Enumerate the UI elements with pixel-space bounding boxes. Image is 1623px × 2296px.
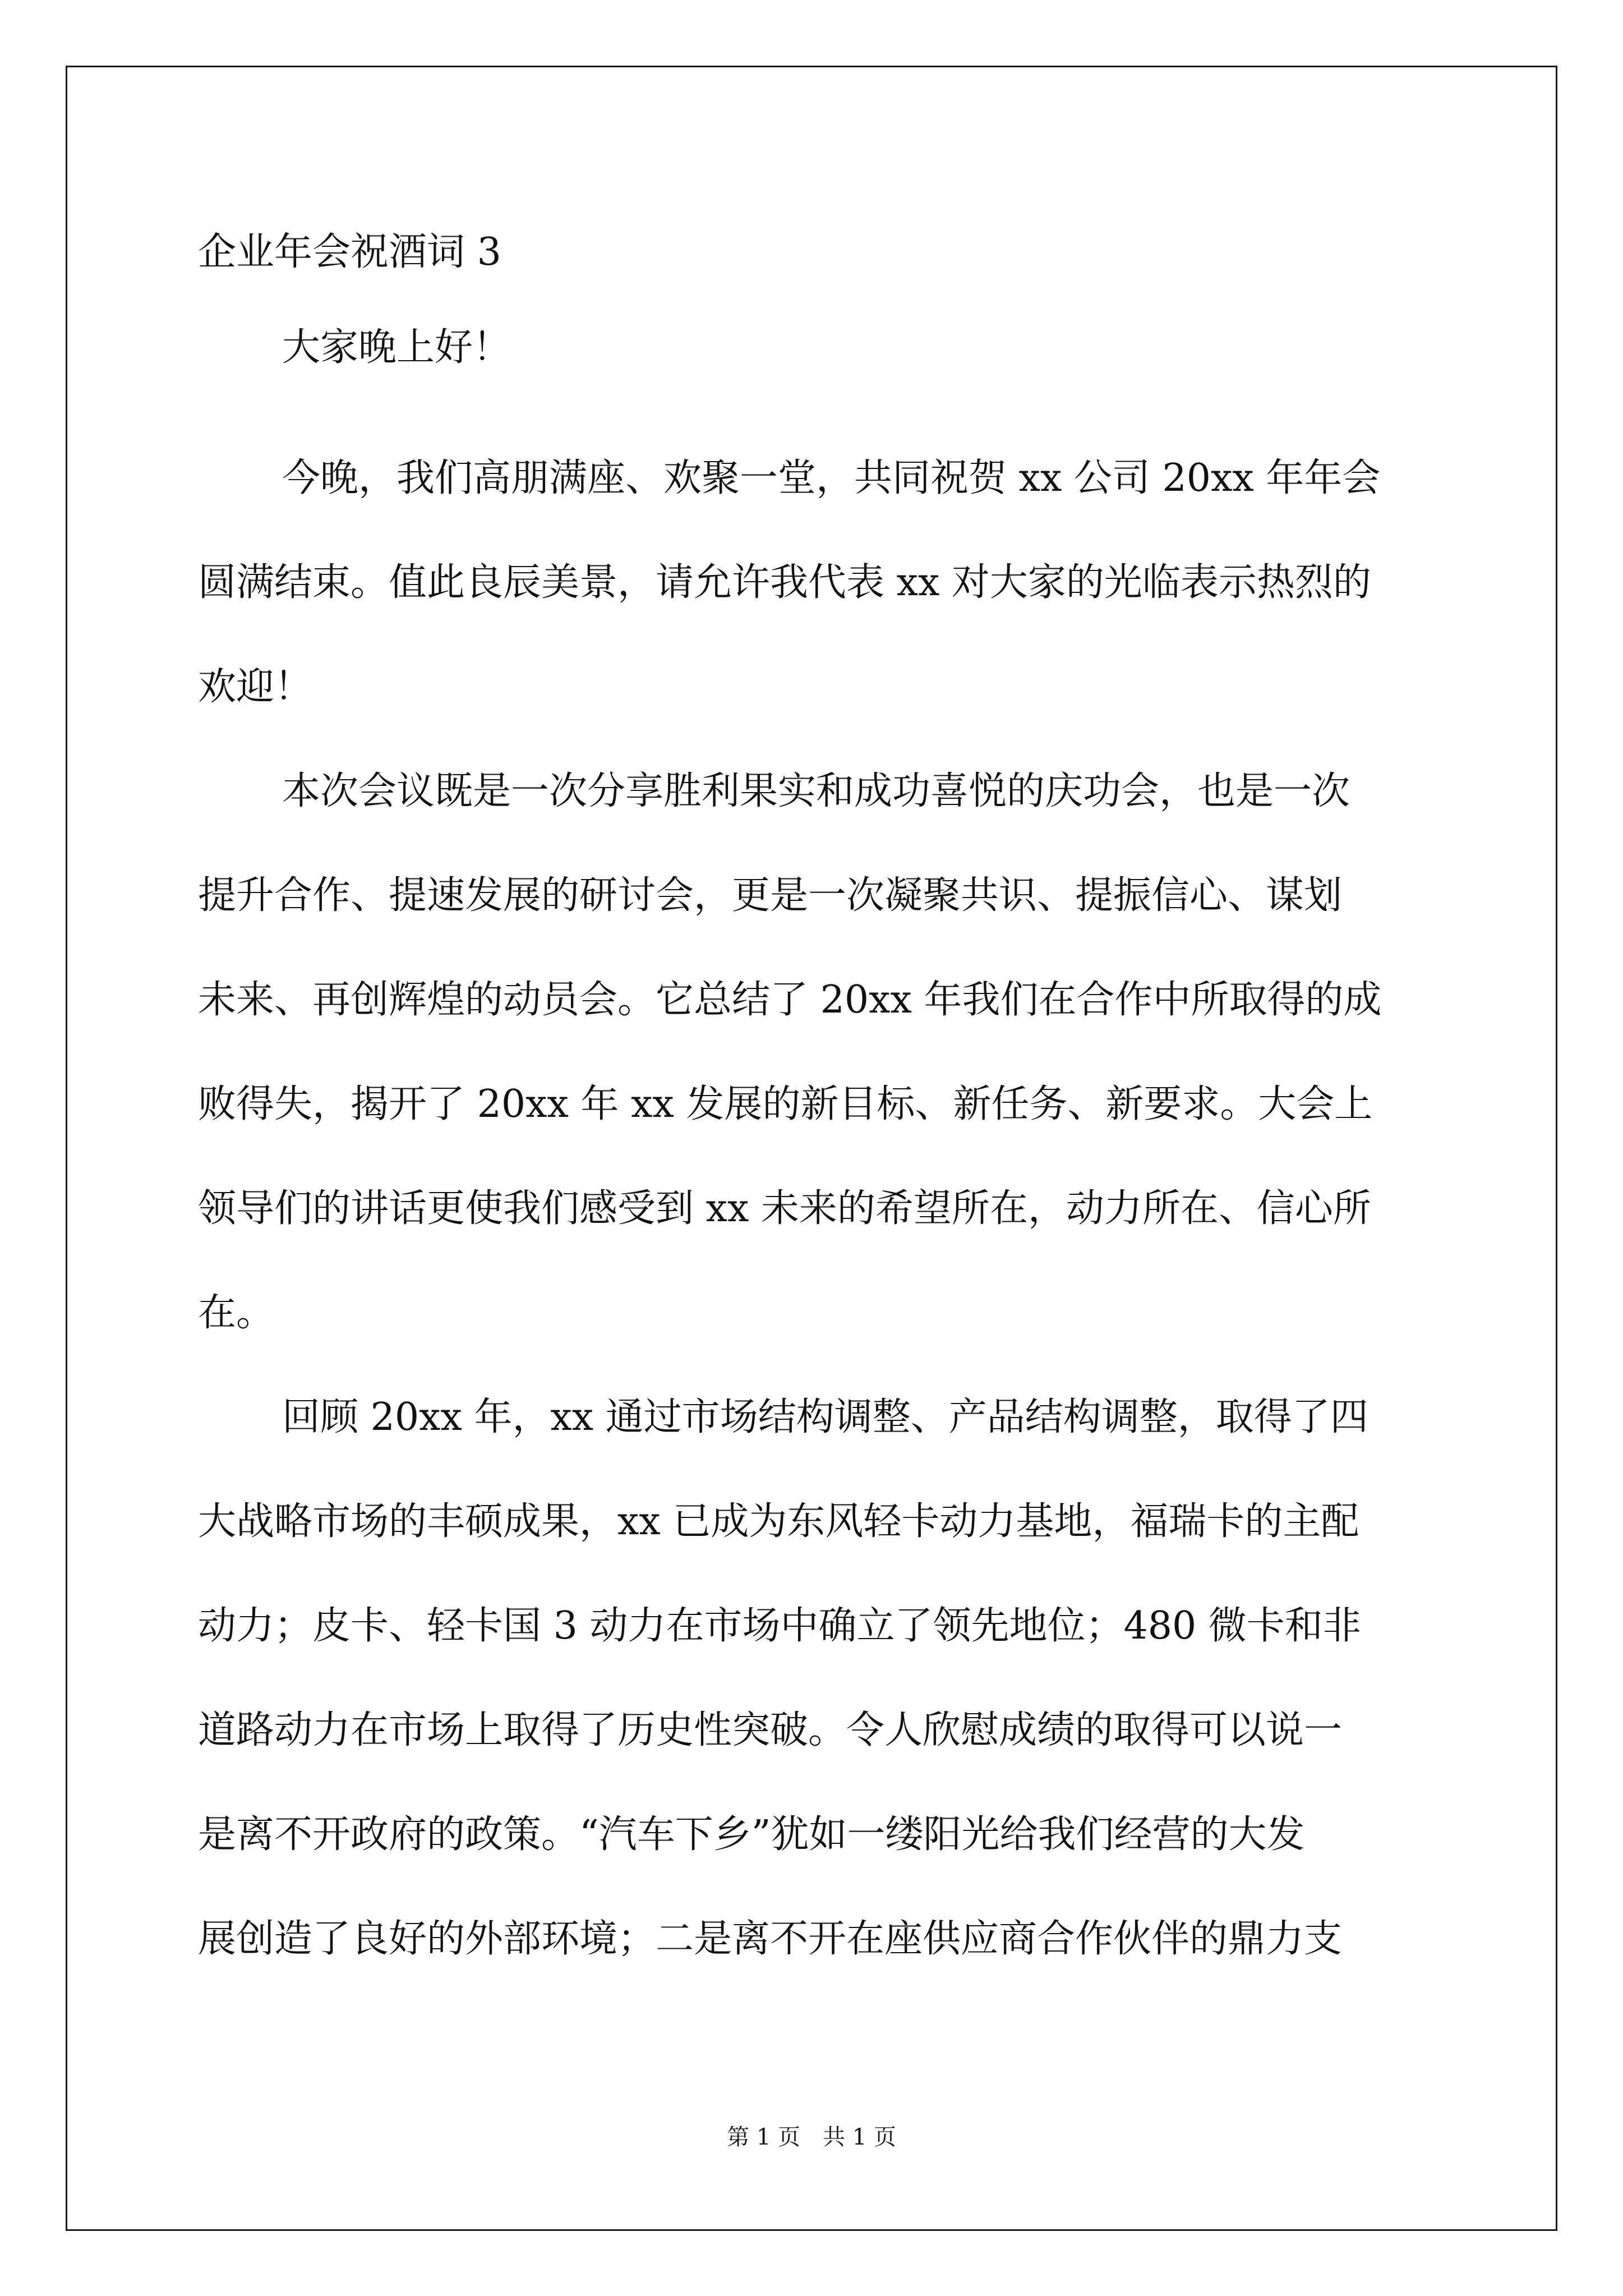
paragraph-line: 领导们的讲话更使我们感受到 xx 未来的希望所在，动力所在、信心所 [198,1186,1371,1231]
paragraph-line: 今晚，我们高朋满座、欢聚一堂，共同祝贺 xx 公司 20xx 年年会 [282,456,1381,500]
paragraph-line: 大战略市场的丰硕成果，xx 已成为东风轻卡动力基地，福瑞卡的主配 [198,1499,1359,1544]
paragraph-line: 未来、再创辉煌的动员会。它总结了 20xx 年我们在合作中所取得的成 [198,978,1382,1022]
page-number-total: 共 1 页 [823,2124,896,2150]
paragraph-line: 是离不开政府的政策。“汽车下乡”犹如一缕阳光给我们经营的大发 [198,1812,1305,1857]
paragraph-line: 道路动力在市场上取得了历史性突破。令人欣慰成绩的取得可以说一 [198,1708,1343,1752]
document-body [198,224,1425,1991]
paragraph [198,426,1425,739]
paragraph-line: 欢迎！ [198,665,313,709]
paragraph-line: 回顾 20xx 年，xx 通过市场结构调整、产品结构调整，取得了四 [282,1395,1368,1439]
paragraph-line: 败得失，揭开了 20xx 年 xx 发展的新目标、新任务、新要求。大会上 [198,1082,1373,1126]
paragraph-line: 在。 [198,1291,275,1335]
paragraph [198,1365,1425,1991]
paragraph-line: 展创造了良好的外部环境；二是离不开在座供应商合作伙伴的鼎力支 [198,1917,1343,1961]
page-number-current: 第 1 页 [727,2124,800,2150]
greeting-line: 大家晚上好！ [282,325,511,370]
paragraph-line: 本次会议既是一次分享胜利果实和成功喜悦的庆功会，也是一次 [282,769,1350,813]
paragraph-line: 圆满结束。值此良辰美景，请允许我代表 xx 对大家的光临表示热烈的 [198,560,1371,605]
paragraph [198,739,1425,1365]
paragraph-line: 提升合作、提速发展的研讨会，更是一次凝聚共识、提振信心、谋划 [198,873,1343,918]
document-title: 企业年会祝酒词 3 [198,230,501,274]
page-footer [0,2120,1623,2154]
paragraph-line: 动力；皮卡、轻卡国 3 动力在市场中确立了领先地位；480 微卡和非 [198,1604,1361,1648]
